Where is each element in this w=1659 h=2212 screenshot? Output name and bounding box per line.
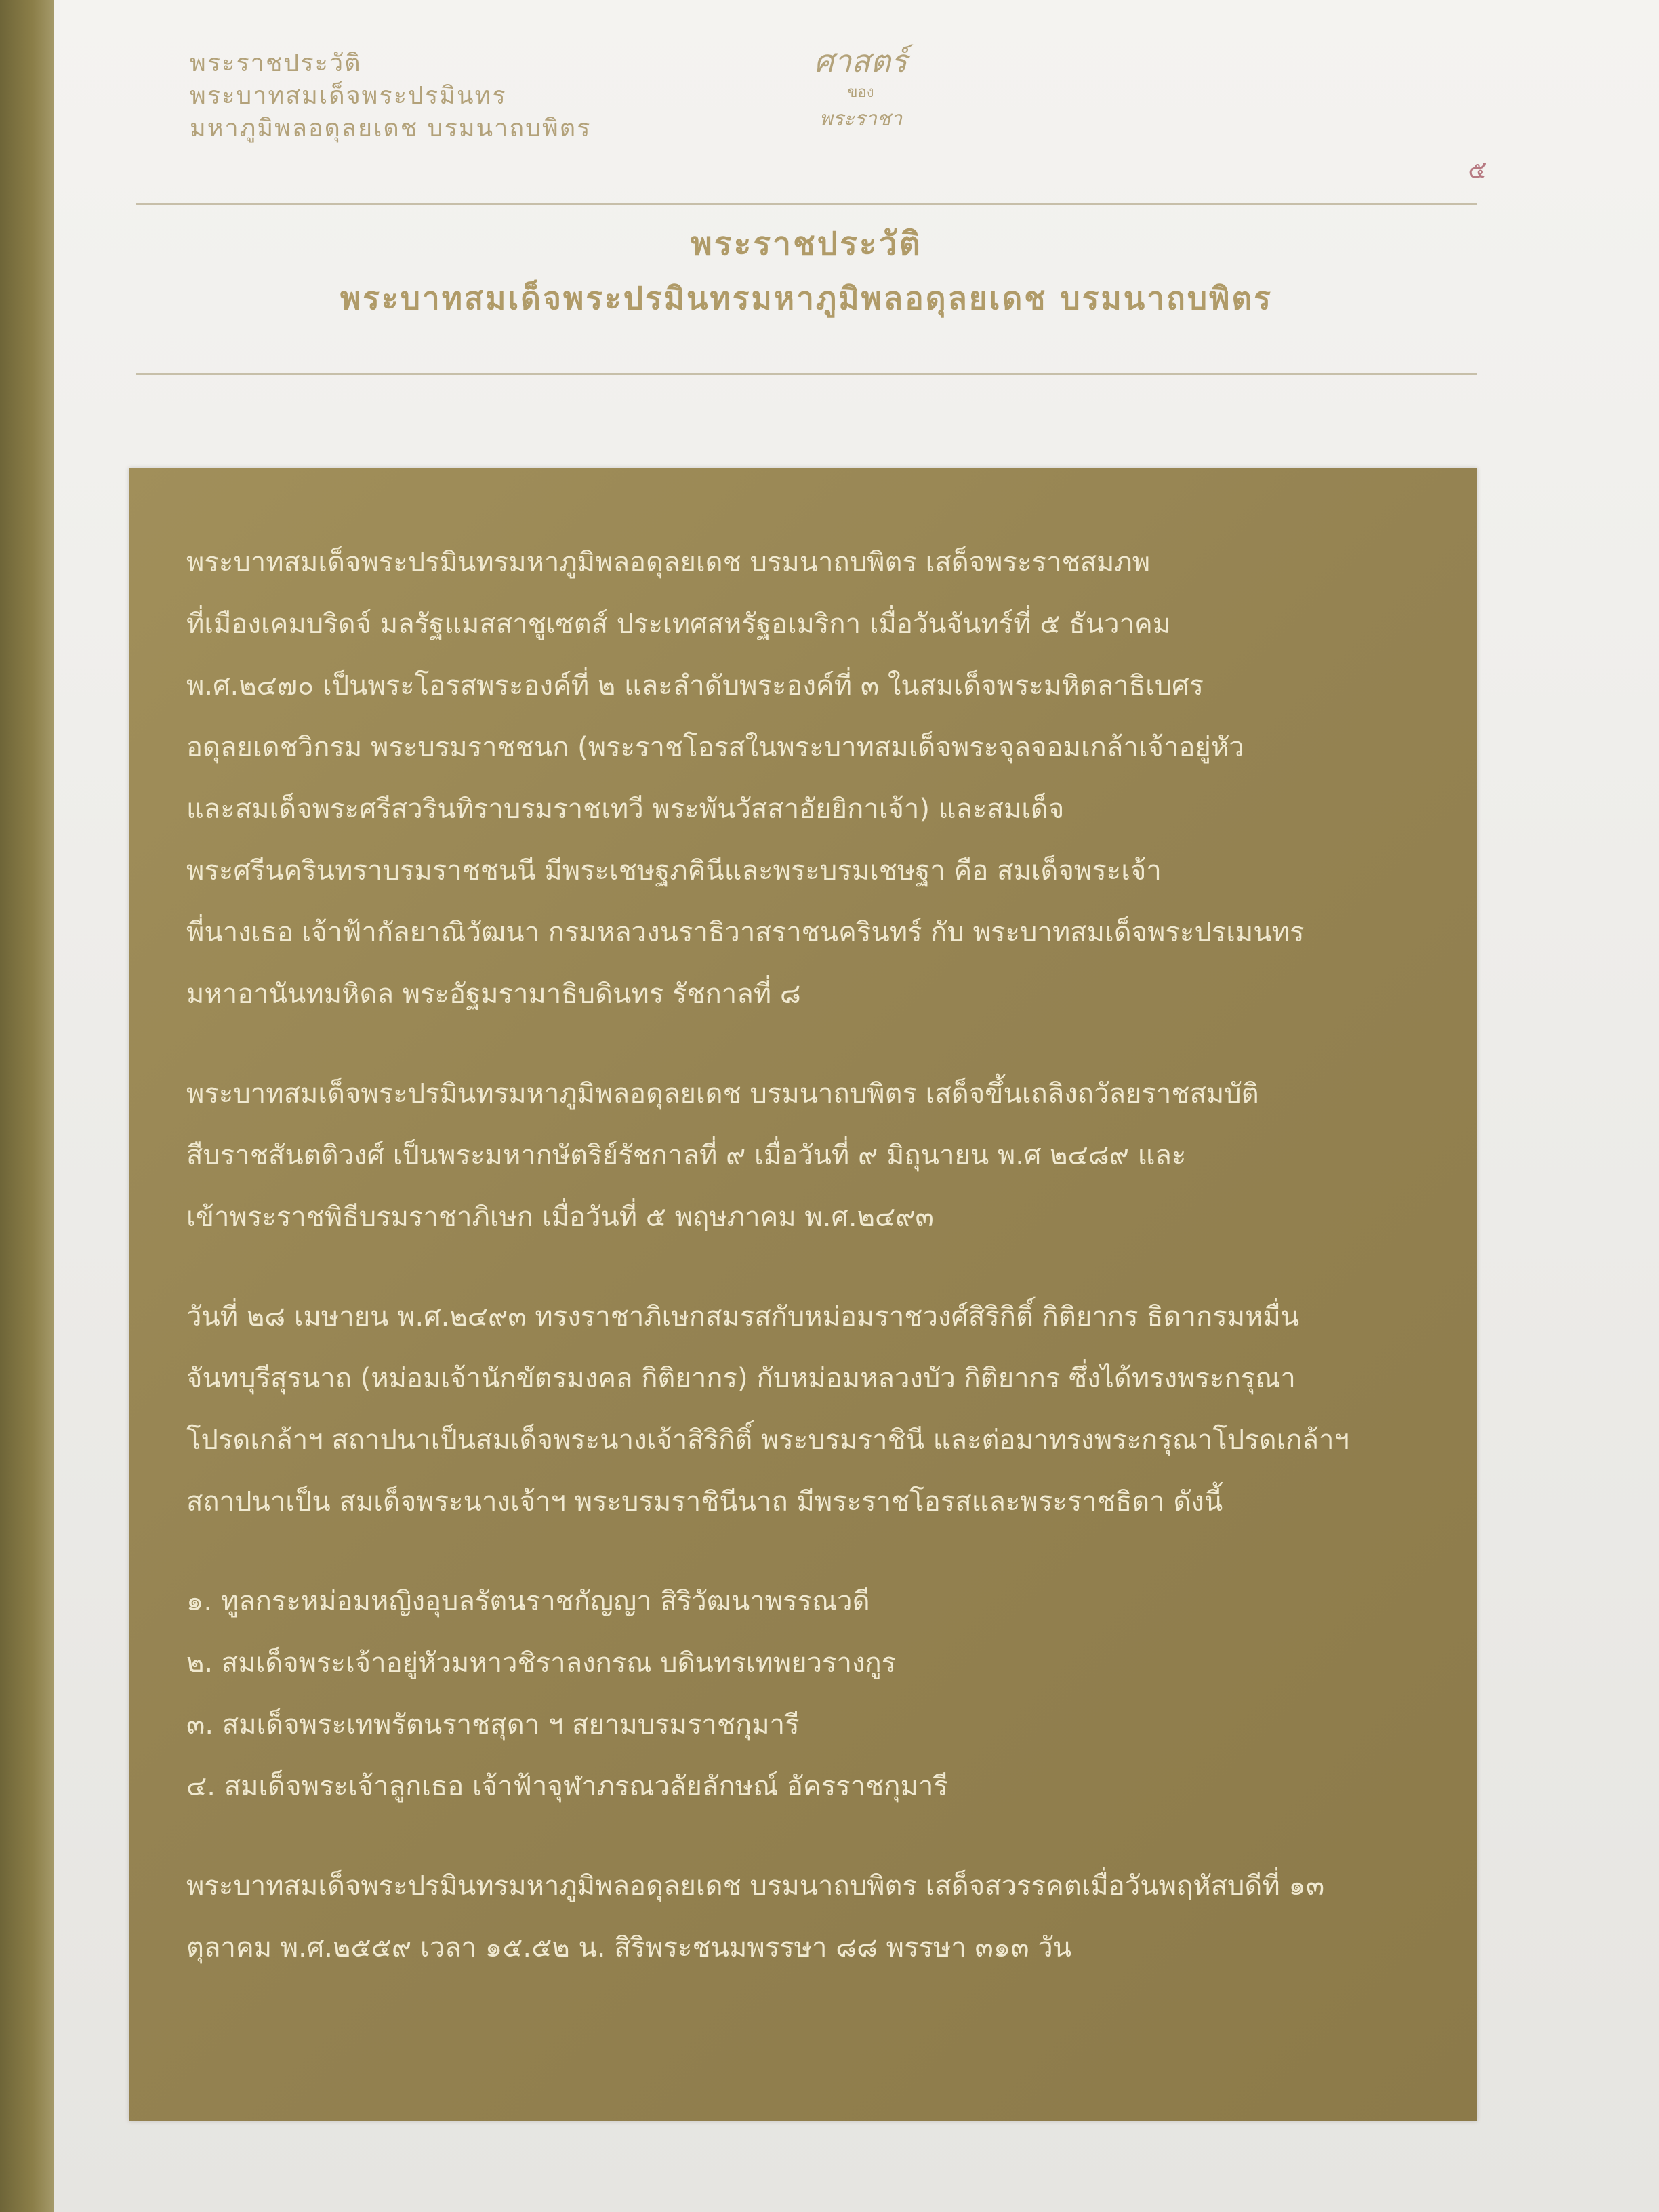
text-line: พระบาทสมเด็จพระปรมินทรมหาภูมิพลอดุลยเดช บรมนาถบพิตร เสด็จสวรรคตเมื่อวันพฤหัสบดีที่ ๑๓ — [186, 1870, 1325, 1902]
text-line: จันทบุรีสุรนาถ (หม่อมเจ้านักขัตรมงคล กิติยากร) กับหม่อมหลวงบัว กิติยากร ซึ่งได้ทรงพระกรุณา — [186, 1363, 1296, 1394]
chapter-title-line-2: พระบาทสมเด็จพระปรมินทรมหาภูมิพลอดุลยเดช บรมนาถบพิตร — [340, 280, 1273, 316]
text-line: มหาอานันทมหิดล พระอัฐมรามาธิบดินทร รัชกาลที่ ๘ — [186, 979, 801, 1010]
series-logo-connector: ของ — [847, 84, 874, 101]
list-item: ๒. สมเด็จพระเจ้าอยู่หัวมหาวชิราลงกรณ บดินทรเทพยวรางกูร — [186, 1647, 897, 1679]
series-logo — [766, 41, 956, 134]
page-number: ๕ — [1468, 157, 1487, 184]
text-line: เข้าพระราชพิธีบรมราชาภิเษก เมื่อวันที่ ๕ พฤษภาคม พ.ศ.๒๔๙๓ — [186, 1202, 934, 1233]
series-logo-subtitle: พระราชา — [819, 107, 903, 131]
list-item: ๓. สมเด็จพระเทพรัตนราชสุดา ฯ สยามบรมราชกุมารี — [186, 1709, 800, 1740]
paragraph-birth — [186, 532, 1427, 1025]
list-item: ๑. ทูลกระหม่อมหญิงอุบลรัตนราชกัญญา สิริวัฒนาพรรณวดี — [186, 1586, 870, 1617]
text-line: พระศรีนครินทราบรมราชชนนี มีพระเชษฐภคินีและพระบรมเชษฐา คือ สมเด็จพระเจ้า — [186, 855, 1162, 886]
text-line: ที่เมืองเคมบริดจ์ มลรัฐแมสสาชูเซตส์ ประเทศสหรัฐอเมริกา เมื่อวันจันทร์ที่ ๕ ธันวาคม — [186, 609, 1171, 640]
text-line: พระบาทสมเด็จพระปรมินทรมหาภูมิพลอดุลยเดช บรมนาถบพิตร เสด็จพระราชสมภพ — [186, 547, 1151, 578]
text-line: สืบราชสันตติวงศ์ เป็นพระมหากษัตริย์รัชกาลที่ ๙ เมื่อวันที่ ๙ มิถุนายน พ.ศ ๒๔๘๙ และ — [186, 1140, 1187, 1171]
text-line: อดุลยเดชวิกรม พระบรมราชชนก (พระราชโอรสในพระบาทสมเด็จพระจุลจอมเกล้าเจ้าอยู่หัว — [186, 732, 1244, 763]
text-line: สถาปนาเป็น สมเด็จพระนางเจ้าฯ พระบรมราชินีนาถ มีพระราชโอรสและพระราชธิดา ดังนี้ — [186, 1486, 1223, 1517]
book-spine — [0, 0, 54, 2212]
text-line: ตุลาคม พ.ศ.๒๕๕๙ เวลา ๑๕.๕๒ น. สิริพระชนมพรรษา ๘๘ พรรษา ๓๑๓ วัน — [186, 1932, 1072, 1963]
header-line-3: มหาภูมิพลอดุลยเดช บรมนาถบพิตร — [190, 115, 592, 142]
running-header — [190, 47, 800, 145]
biography-panel — [129, 468, 1477, 2121]
chapter-title-line-1: พระราชประวัติ — [691, 225, 922, 263]
children-list — [186, 1571, 1427, 1818]
text-line: พ.ศ.๒๔๗๐ เป็นพระโอรสพระองค์ที่ ๒ และลำดับพระองค์ที่ ๓ ในสมเด็จพระมหิตลาธิเบศร — [186, 670, 1204, 701]
text-line: พระบาทสมเด็จพระปรมินทรมหาภูมิพลอดุลยเดช บรมนาถบพิตร เสด็จขึ้นเถลิงถวัลยราชสมบัติ — [186, 1078, 1259, 1109]
biography-text — [186, 532, 1427, 1979]
text-line: พี่นางเธอ เจ้าฟ้ากัลยาณิวัฒนา กรมหลวงนราธิวาสราชนครินทร์ กับ พระบาทสมเด็จพระปรเมนทร — [186, 917, 1305, 948]
paragraph-accession — [186, 1063, 1427, 1248]
header-line-2: พระบาทสมเด็จพระปรมินทร — [190, 82, 507, 110]
title-top-rule — [136, 203, 1477, 205]
text-line: และสมเด็จพระศรีสวรินทิราบรมราชเทวี พระพันวัสสาอัยยิกาเจ้า) และสมเด็จ — [186, 794, 1065, 825]
paragraph-passing — [186, 1856, 1427, 1979]
text-line: วันที่ ๒๘ เมษายน พ.ศ.๒๔๙๓ ทรงราชาภิเษกสมรสกับหม่อมราชวงศ์สิริกิติ์ กิติยากร ธิดากรมหมื่น — [186, 1301, 1300, 1332]
text-line: โปรดเกล้าฯ สถาปนาเป็นสมเด็จพระนางเจ้าสิริกิติ์ พระบรมราชินี และต่อมาทรงพระกรุณาโปรดเกล้าฯ — [186, 1425, 1349, 1456]
list-item: ๔. สมเด็จพระเจ้าลูกเธอ เจ้าฟ้าจุฬาภรณวลัยลักษณ์ อัครราชกุมารี — [186, 1771, 948, 1802]
title-bottom-rule — [136, 373, 1477, 375]
header-line-1: พระราชประวัติ — [190, 49, 362, 77]
paragraph-marriage — [186, 1286, 1427, 1533]
chapter-title — [136, 217, 1477, 325]
series-logo-title: ศาสตร์ — [814, 43, 907, 79]
